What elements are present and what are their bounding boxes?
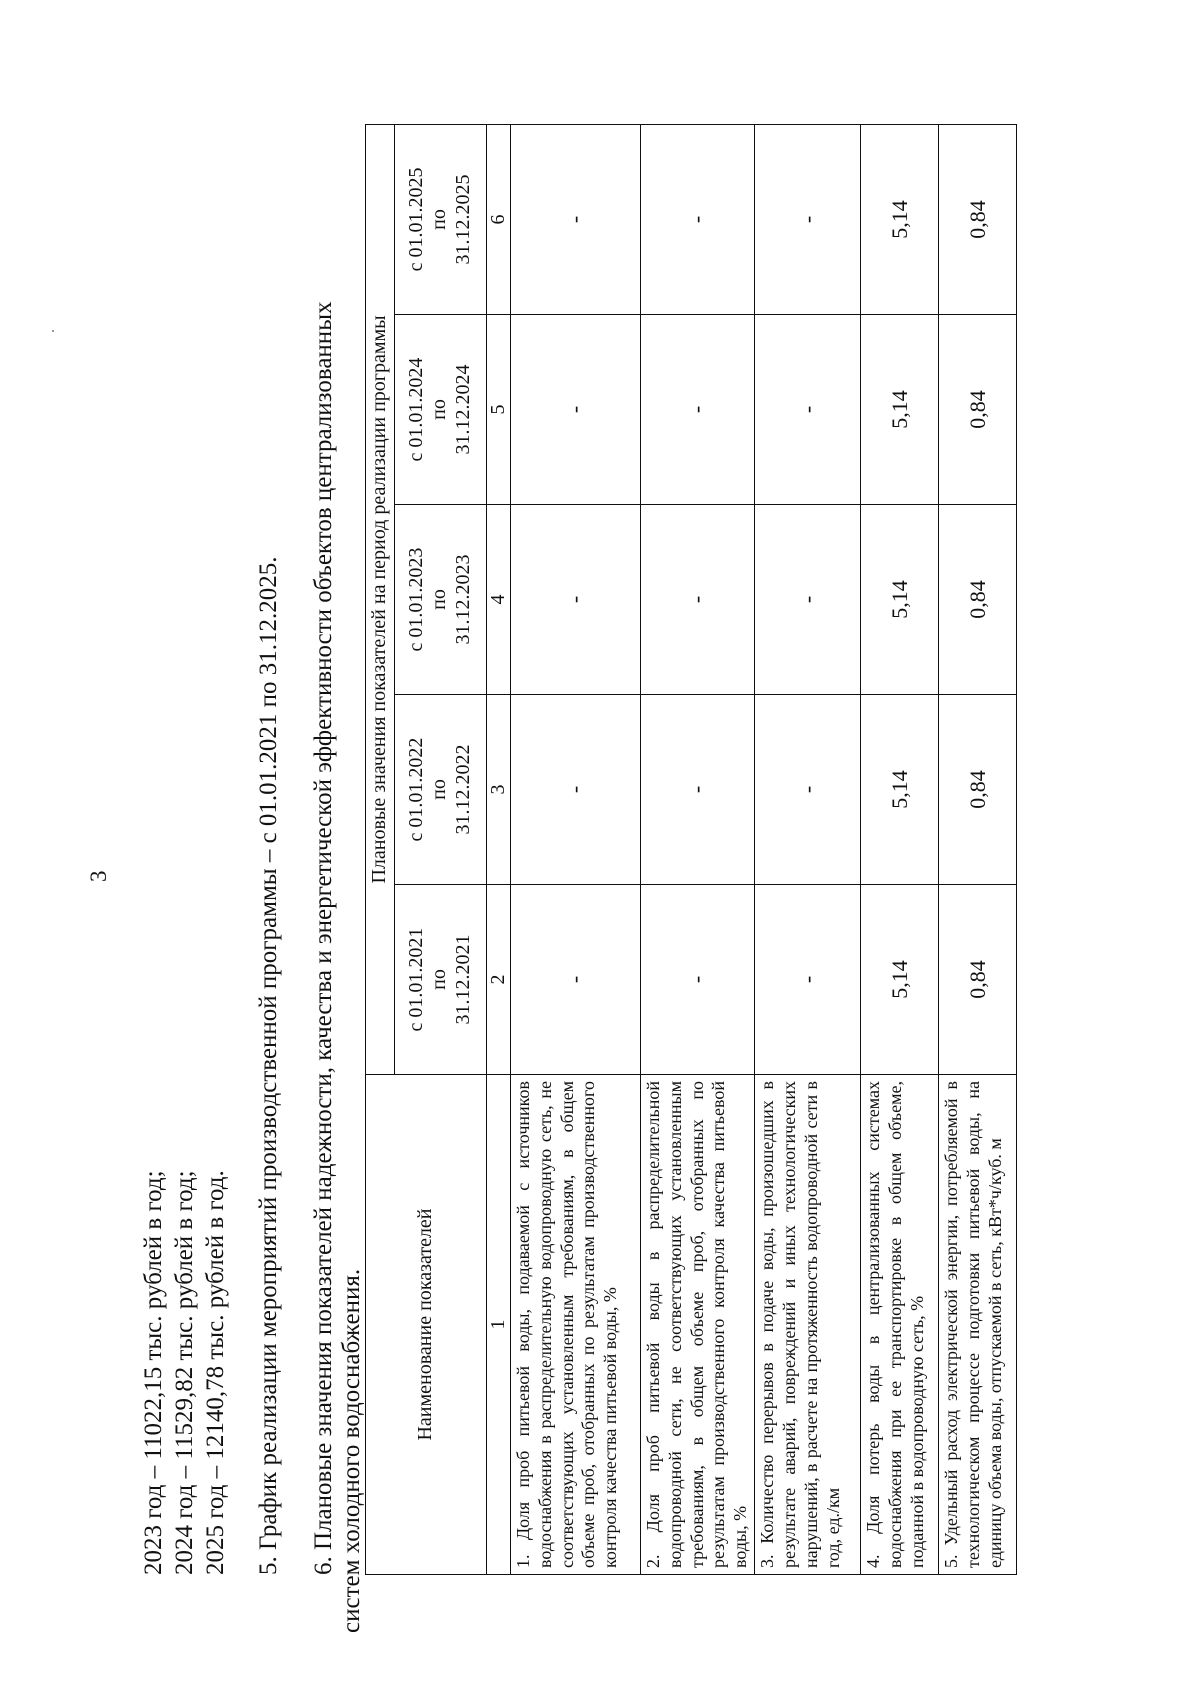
period-header: с 01.01.2021 по 31.12.2021 [394, 885, 486, 1075]
table-row [861, 124, 939, 1574]
column-number: 3 [486, 695, 510, 885]
indicator-value: - [755, 315, 861, 505]
indicator-value: - [510, 505, 640, 695]
indicator-value: 5,14 [861, 885, 939, 1075]
indicator-value: - [510, 315, 640, 505]
budget-line-2024: 2024 год – 11529,82 тыс. рублей в год; [171, 1170, 198, 1575]
table-row [755, 124, 861, 1574]
table-row [510, 124, 640, 1574]
indicator-value: - [640, 124, 755, 314]
page-number: 3 [86, 870, 111, 882]
indicator-value: 0,84 [939, 885, 1017, 1075]
indicator-name: 1. Доля проб питьевой воды, подаваемой с источников водоснабжения в распределительную водопроводную сеть, не соответствующих установленным требованиям, в общем объеме проб, отобранных по результатам производственного контроля качества питьевой воды, % [510, 1075, 640, 1575]
rotated-page-content [140, 115, 1140, 1633]
indicator-value: 0,84 [939, 124, 1017, 314]
indicator-value: 5,14 [861, 124, 939, 314]
indicator-value: - [510, 124, 640, 314]
period-header: с 01.01.2024 по 31.12.2024 [394, 315, 486, 505]
indicator-value: - [640, 505, 755, 695]
period-header: с 01.01.2025 по 31.12.2025 [394, 124, 486, 314]
indicator-value: - [755, 695, 861, 885]
indicator-name: 5. Удельный расход электрической энергии, потребляемой в технологическом процессе подготовки питьевой воды, на единицу объема воды, отпускаемой в сеть, кВт*ч/куб. м [939, 1075, 1017, 1575]
column-number: 6 [486, 124, 510, 314]
section-5-heading: 5. График реализации мероприятий производственной программы – с 01.01.2021 по 31.12.2025. [255, 556, 282, 1575]
budget-line-2025: 2025 год – 12140,78 тыс. рублей в год. [202, 1170, 229, 1575]
indicator-name: 4. Доля потерь воды в централизованных системах водоснабжения при ее транспортировке в общем объеме, поданной в водопроводную сеть, % [861, 1075, 939, 1575]
section-6-heading-line2: систем холодного водоснабжения. [338, 1268, 365, 1633]
column-number: 1 [486, 1075, 510, 1575]
indicator-value: 5,14 [861, 505, 939, 695]
indicator-value: - [640, 695, 755, 885]
indicator-value: - [640, 885, 755, 1075]
indicator-value: - [510, 885, 640, 1075]
period-header: с 01.01.2022 по 31.12.2022 [394, 695, 486, 885]
indicator-value: 0,84 [939, 695, 1017, 885]
column-number: 5 [486, 315, 510, 505]
indicator-name: 3. Количество перерывов в подаче воды, произошедших в результате аварий, повреждений и иных технологических нарушений, в расчете на протяженность водопроводной сети в год, ед./км [755, 1075, 861, 1575]
table-row [939, 124, 1017, 1574]
indicator-value: 5,14 [861, 695, 939, 885]
indicator-value: - [755, 885, 861, 1075]
indicators-table [365, 124, 1017, 1575]
indicator-value: - [640, 315, 755, 505]
column-number: 4 [486, 505, 510, 695]
column-number: 2 [486, 885, 510, 1075]
col-name-header: Наименование показателей [366, 1075, 487, 1575]
indicator-value: 5,14 [861, 315, 939, 505]
indicator-value: 0,84 [939, 315, 1017, 505]
scan-speck [52, 330, 54, 332]
group-header: Плановые значения показателей на период реализации программы [366, 124, 395, 1074]
section-6-heading-line1: 6. Плановые значения показателей надежности, качества и энергетической эффективности объектов централизованных [310, 301, 337, 1575]
indicator-name: 2. Доля проб питьевой воды в распределительной водопроводной сети, не соответствующих установленным требованиям, в общем объеме проб, отобранных по результатам производственного контроля качества питьевой воды, % [640, 1075, 755, 1575]
budget-line-2023: 2023 год – 11022,15 тыс. рублей в год; [140, 1170, 167, 1575]
table-row [640, 124, 755, 1574]
period-header: с 01.01.2023 по 31.12.2023 [394, 505, 486, 695]
indicator-value: - [755, 505, 861, 695]
indicator-value: - [755, 124, 861, 314]
indicator-value: 0,84 [939, 505, 1017, 695]
indicator-value: - [510, 695, 640, 885]
